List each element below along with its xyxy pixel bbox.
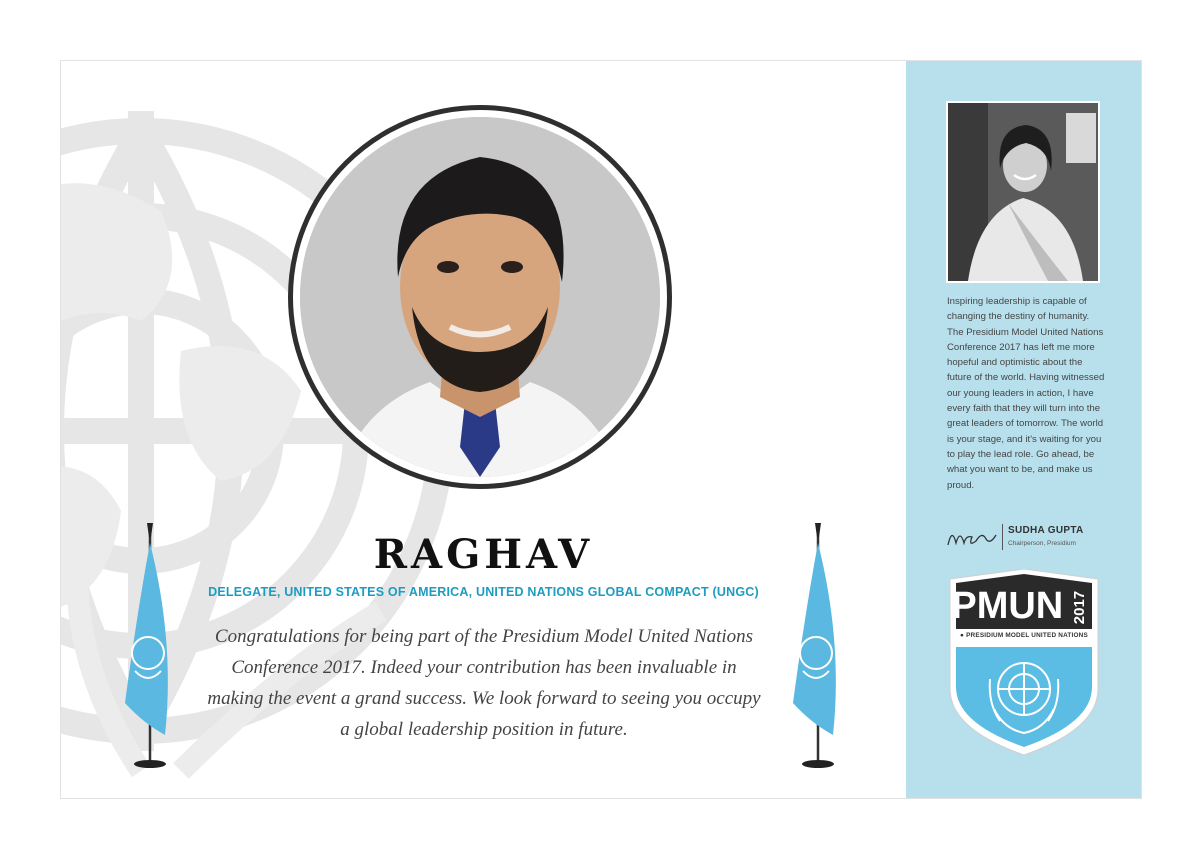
- signature-block: [946, 521, 1106, 555]
- badge-pmun: PMUN: [951, 585, 1064, 627]
- badge-title: [948, 585, 1100, 628]
- chairperson-sidebar: [906, 61, 1141, 798]
- badge-subtitle: ● PRESIDIUM MODEL UNITED NATIONS: [960, 632, 1088, 639]
- congratulations-message: Congratulations for being part of the Presidium Model United Nations Conference 2017. Indeed your contribution has been invaluable in making the event a grand success. We look forward to seeing you occupy a global leadership position in future.: [207, 626, 761, 740]
- badge-subtitle-text: PRESIDIUM MODEL UNITED NATIONS: [966, 632, 1088, 639]
- pmun-badge: [948, 569, 1100, 755]
- signature-divider: [1002, 524, 1003, 550]
- signatory-title: Chairperson, Presidium: [1008, 540, 1076, 547]
- certificate-main: [61, 61, 906, 798]
- delegate-role: DELEGATE, UNITED STATES OF AMERICA, UNITED NATIONS GLOBAL COMPACT (UNGC): [208, 585, 759, 599]
- badge-year: 2017: [1071, 590, 1089, 625]
- delegate-photo: [300, 117, 660, 477]
- chairperson-photo: [946, 101, 1100, 283]
- signatory-name: SUDHA GUPTA: [1008, 525, 1084, 536]
- delegate-name: RAGHAV: [373, 531, 594, 578]
- delegate-photo-frame: [288, 105, 672, 489]
- certificate-card: [60, 60, 1142, 799]
- chairperson-quote: Inspiring leadership is capable of changing the destiny of humanity. The Presidium Model United Nations Conference 2017 has left me more hopeful and optimistic about the future of the world. Having witnessed our young leaders in action, I have every faith that they will turn into the great leaders of tomorrow. The world is your stage, and it's waiting for you to play the lead role. Go ahead, be what you want to be, and make us proud.: [947, 296, 1105, 491]
- signature-mark-icon: [946, 525, 998, 551]
